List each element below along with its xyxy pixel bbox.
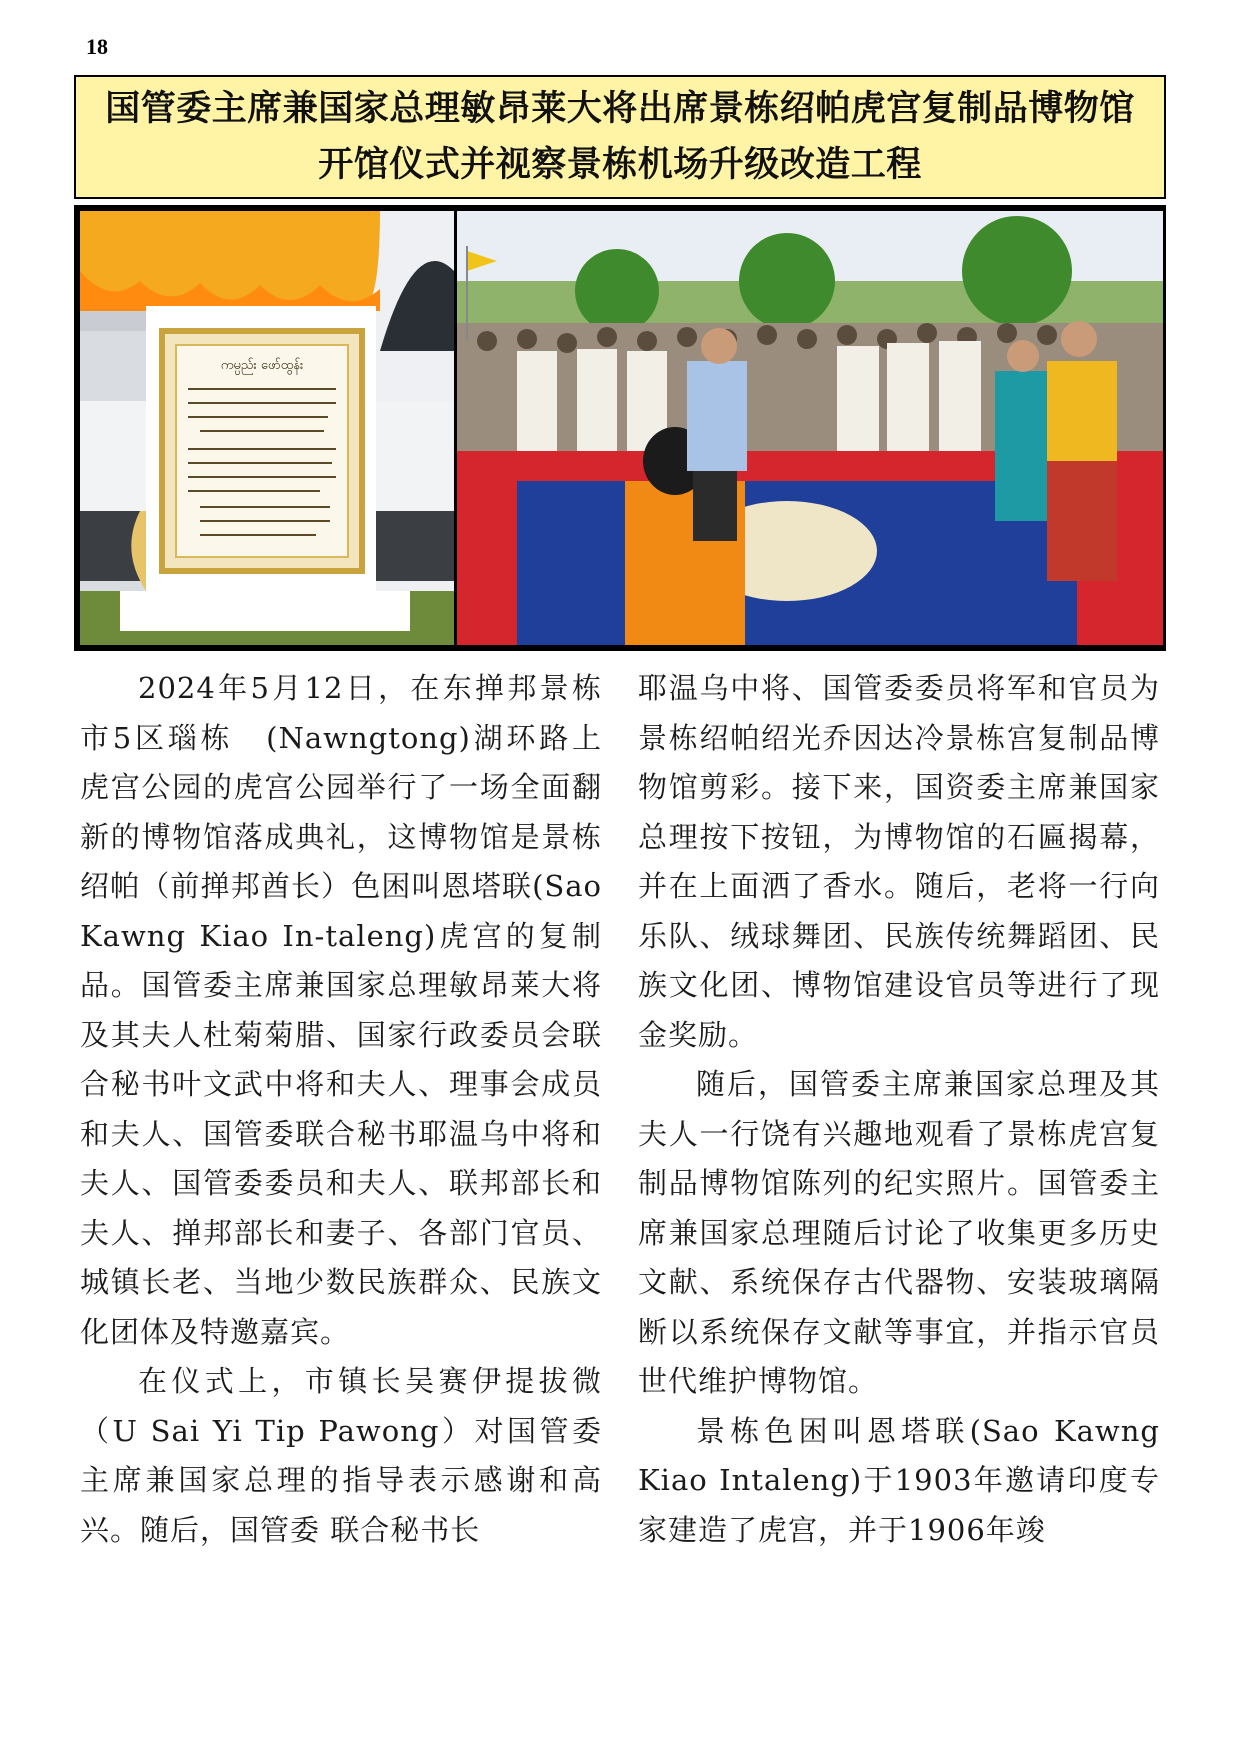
paragraph: 2024年5月12日，在东掸邦景栋市5区瑙栋 (Nawngtong)湖环路上虎宫公园的虎宫公园举行了一场全面翻新的博物馆落成典礼，这博物馆是景栋绍帕（前掸邦酋长）色困叫恩塔联(Sao Kawng Kiao In-taleng)虎宫的复制品。国管委主席兼国家总理敏昂莱大将及其夫人杜菊菊腊、国家行政委员会联合秘书叶文武中将和夫人、理事会成员和夫人、国管委联合秘书耶温乌中将和夫人、国管委委员和夫人、联邦部长和夫人、掸邦部长和妻子、各部门官员、城镇长老、当地少数民族群众、民族文化团体及特邀嘉宾。: [80, 671, 602, 1349]
photo-frame: [74, 205, 1166, 651]
headline-box: [74, 75, 1166, 199]
paragraph: 在仪式上，市镇长吴赛伊提拔微（U Sai Yi Tip Pawong）对国管委主席兼国家总理的指导表示感谢和高兴。随后，国管委 联合秘书长: [80, 1364, 602, 1547]
ceremony-photo: [457, 211, 1163, 645]
paragraph: 随后，国管委主席兼国家总理及其夫人一行饶有兴趣地观看了景栋虎宫复制品博物馆陈列的纪实照片。国管委主席兼国家总理随后讨论了收集更多历史文献、系统保存古代器物、安装玻璃隔断以系统保存文献等事宜，并指示官员世代维护博物馆。: [638, 1067, 1160, 1398]
article-left-column: [80, 664, 602, 1555]
paragraph: 景栋色困叫恩塔联(Sao Kawng Kiao Intaleng)于1903年邀请印度专家建造了虎宫，并于1906年竣: [638, 1413, 1160, 1547]
ceremony-illustration: [457, 211, 1163, 645]
article-right-column: [638, 664, 1160, 1555]
page-number: 18: [86, 34, 108, 59]
paragraph-continued: 耶温乌中将、国管委委员将军和官员为景栋绍帕绍光乔因达冷景栋宫复制品博物馆剪彩。接下来，国资委主席兼国家总理按下按钮，为博物馆的石匾揭幕，并在上面洒了香水。随后，老将一行向乐队、绒球舞团、民族传统舞蹈团、民族文化团、博物馆建设官员等进行了现金奖励。: [638, 671, 1160, 1052]
plaque-photo: [80, 211, 454, 645]
plaque-illustration: [80, 211, 454, 645]
plaque-title: ကမ္ပည်း ဖော်ထွန်း: [220, 358, 304, 373]
article-headline: 国管委主席兼国家总理敏昂莱大将出席景栋绍帕虎宫复制品博物馆开馆仪式并视察景栋机场升级改造工程: [105, 89, 1135, 185]
